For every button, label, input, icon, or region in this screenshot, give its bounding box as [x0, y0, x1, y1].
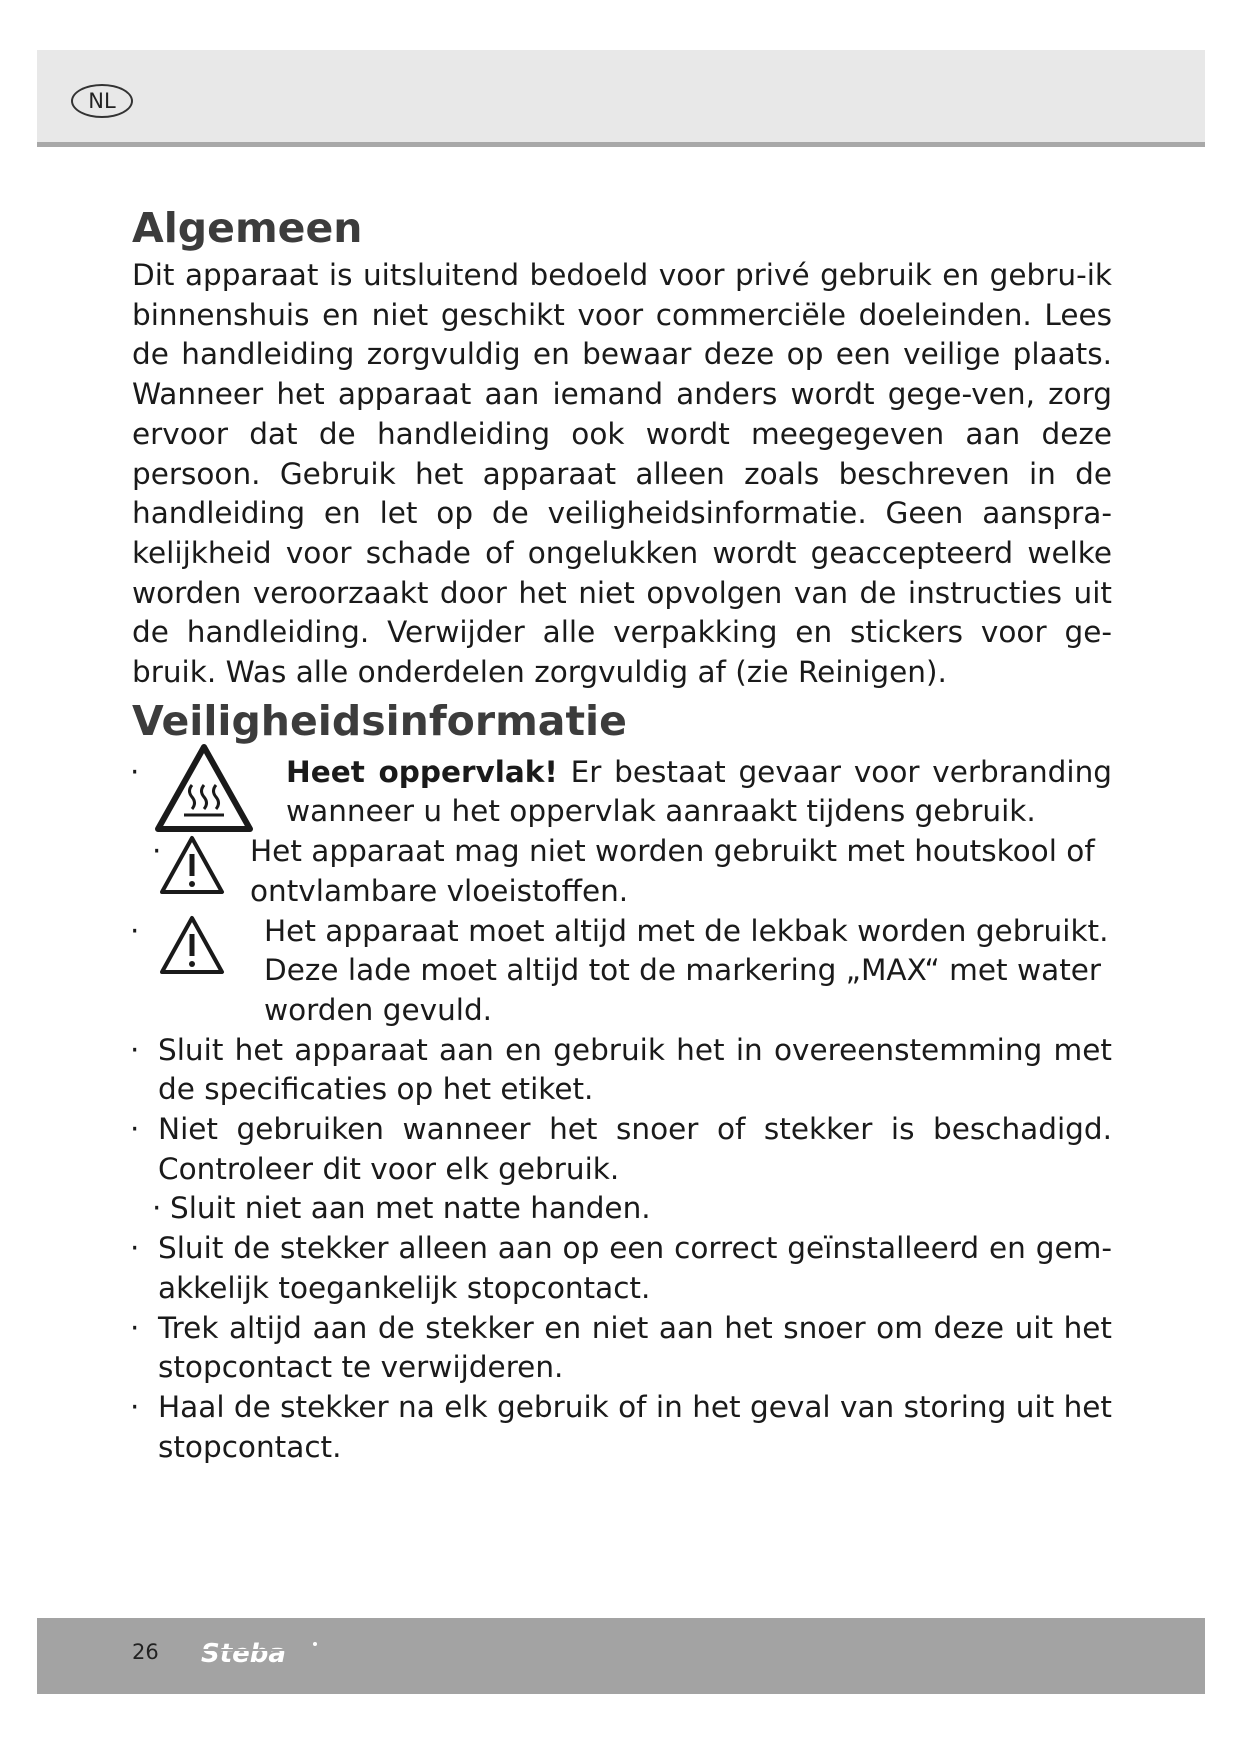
safety-item — [132, 1388, 1112, 1467]
safety-item-charcoal — [132, 832, 1112, 911]
page-header — [37, 50, 1205, 147]
safety-item-text: Sluit de stekker alleen aan op een correct geïnstalleerd en gem-akkelijk toegankelijk stopcontact. — [158, 1231, 1112, 1305]
safety-item — [132, 1189, 1112, 1229]
bullet: · — [152, 1191, 162, 1226]
page-footer — [37, 1618, 1205, 1694]
safety-item-rest: Er bestaat gevaar voor verbranding wanneer u het oppervlak aanraakt tijdens gebruik. — [286, 754, 1112, 829]
safety-item — [132, 1229, 1112, 1308]
exclamation-warning-icon — [158, 914, 226, 976]
safety-item-text: Sluit niet aan met natte handen. — [170, 1191, 651, 1226]
steba-logo — [197, 1636, 327, 1676]
general-paragraph: Dit apparaat is uitsluitend bedoeld voor privé gebruik en gebru-ik binnenshuis en niet geschikt voor commerciële doeleinden. Lees de handleiding zorgvuldig en bewaar deze op een veilige plaats. Wanneer het apparaat aan iemand anders wordt gege-ven, zorg ervoor dat de handleiding ook wordt meegegeven aan deze persoon. Gebruik het apparaat alleen zoals beschreven in de handleiding en let op de veiligheidsinformatie. Geen aanspra-kelijkheid voor schade of ongelukken wordt geaccepteerd welke worden veroorzaakt door het niet opvolgen van de instructies uit de handleiding. Verwijder alle verpakking en stickers voor ge-bruik. Was alle onderdelen zorgvuldig af (zie Reinigen). — [132, 258, 1112, 690]
safety-item-text: Sluit het apparaat aan en gebruik het in overeenstemming met de specificaties op het etiket. — [158, 1032, 1112, 1107]
safety-item — [132, 1110, 1112, 1189]
page-number: 26 — [132, 1640, 159, 1664]
safety-item-text: Trek altijd aan de stekker en niet aan het snoer om deze uit het stopcontact te verwijderen. — [158, 1310, 1112, 1385]
section-title-safety: Veiligheidsinformatie — [132, 696, 627, 745]
page-content — [132, 200, 1112, 1467]
exclamation-warning-icon — [158, 834, 226, 896]
section-title-general: Algemeen — [132, 204, 363, 252]
safety-item-drip-tray — [132, 912, 1112, 1031]
safety-item-bold: Heet oppervlak! — [286, 754, 558, 789]
safety-item-text: Het apparaat mag niet worden gebruikt met houtskool of ontvlambare vloeistoffen. — [250, 834, 1095, 908]
bullet: · — [130, 1389, 140, 1424]
safety-item — [132, 1031, 1112, 1110]
bullet: · — [130, 913, 140, 948]
language-badge: NL — [71, 84, 133, 118]
safety-item-text: Haal de stekker na elk gebruik of in het geval van storing uit het stopcontact. — [158, 1389, 1112, 1464]
brand-text: Steba — [201, 1639, 286, 1669]
bullet: · — [130, 754, 140, 789]
hot-surface-warning-icon — [154, 743, 254, 835]
safety-item-text: Niet gebruiken wanneer het snoer of stekker is beschadigd. Controleer dit voor elk gebruik. — [158, 1112, 1112, 1186]
bullet: · — [130, 1112, 140, 1147]
safety-item-text — [158, 753, 1112, 832]
safety-item-hot-surface — [132, 753, 1112, 832]
bullet: · — [152, 834, 162, 869]
safety-item — [132, 1309, 1112, 1388]
bullet: · — [130, 1310, 140, 1345]
safety-list — [132, 753, 1112, 1468]
bullet: · — [130, 1032, 140, 1067]
bullet: · — [130, 1231, 140, 1266]
safety-item-text: Het apparaat moet altijd met de lekbak worden gebruikt. Deze lade moet altijd tot de markering „MAX“ met water worden gevuld. — [264, 913, 1109, 1027]
